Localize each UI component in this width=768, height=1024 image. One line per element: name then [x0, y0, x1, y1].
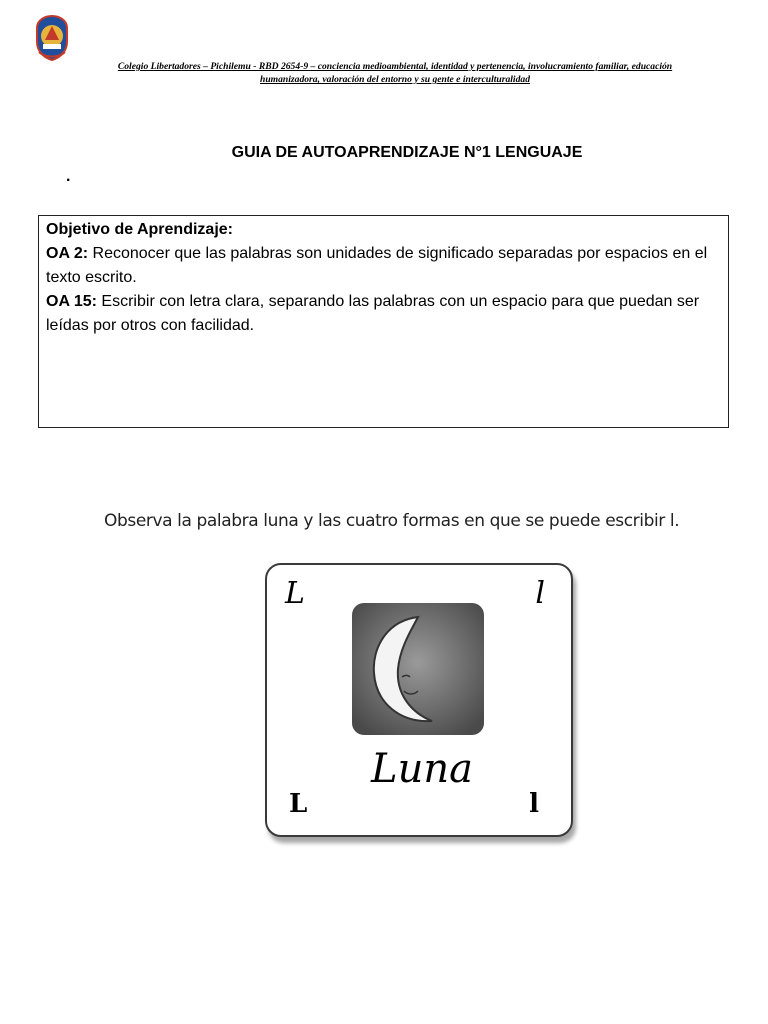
- objective-oa15: [46, 290, 721, 338]
- oa15-label: OA 15:: [46, 293, 97, 310]
- oa15-text: Escribir con letra clara, separando las palabras con un espacio para que puedan ser leídas por otros con facilidad.: [46, 293, 700, 334]
- objectives-heading: Objetivo de Aprendizaje:: [46, 221, 233, 238]
- page-title: GUIA DE AUTOAPRENDIZAJE N°1 LENGUAJE: [231, 144, 583, 161]
- oa2-text: Reconocer que las palabras son unidades de significado separadas por espacios en el texto escrito.: [46, 245, 708, 286]
- school-header: [40, 60, 750, 86]
- cursive-uppercase-l: L: [285, 576, 305, 611]
- luna-word: Luna: [371, 746, 473, 792]
- objective-oa2: [46, 242, 721, 290]
- crescent-moon-icon: [352, 603, 484, 735]
- oa2-label: OA 2:: [46, 245, 89, 262]
- print-uppercase-l: L: [289, 789, 308, 819]
- instruction-text: Observa la palabra luna y las cuatro formas en que se puede escribir l.: [104, 511, 680, 531]
- objectives-box: [38, 215, 729, 428]
- luna-card: [265, 563, 573, 837]
- school-logo-icon: [33, 14, 71, 62]
- print-lowercase-l: l: [529, 789, 539, 819]
- cursive-lowercase-l: l: [535, 576, 545, 611]
- stray-dot: .: [66, 168, 71, 185]
- header-line-2: humanizadora, valoración del entorno y su gente e interculturalidad: [260, 74, 530, 85]
- header-line-1: Colegio Libertadores – Pichilemu - RBD 2654-9 – conciencia medioambiental, identidad y pertenencia, involucramiento familiar, educación: [117, 61, 673, 72]
